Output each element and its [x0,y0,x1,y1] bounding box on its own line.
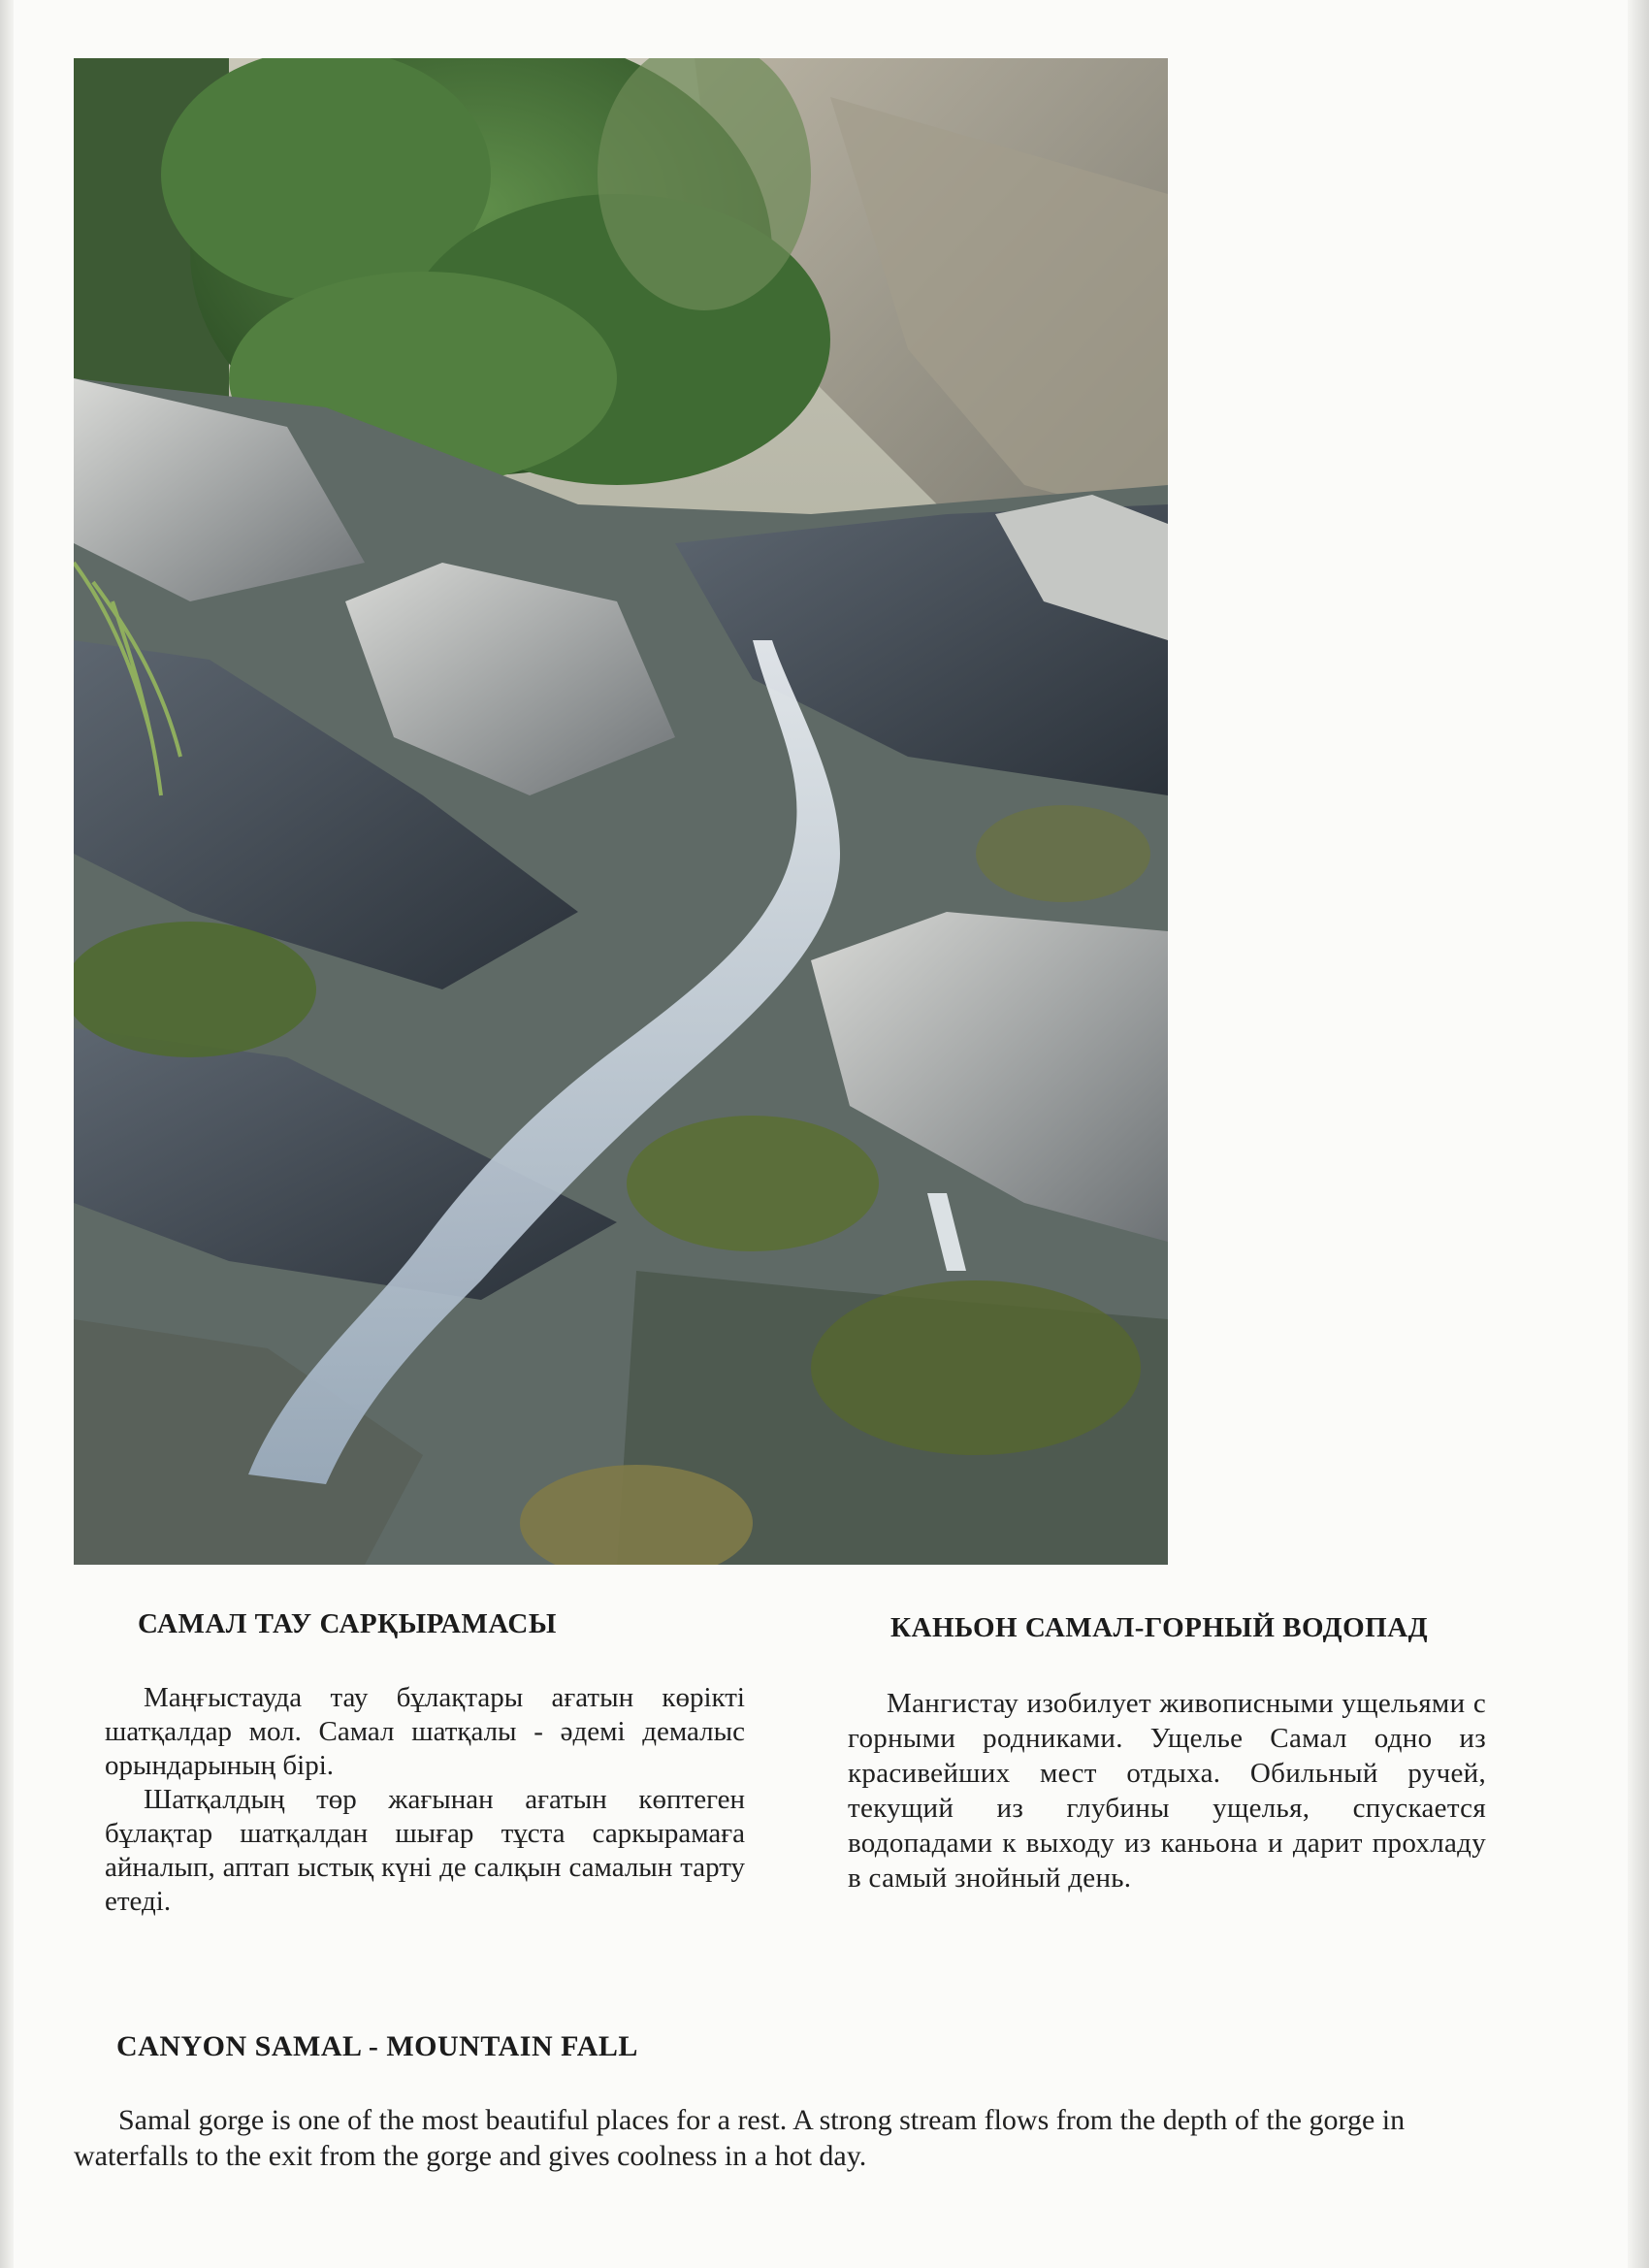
page-edge-right [1628,0,1649,2268]
russian-paragraph: Мангистау изобилует живописными ущельями с горными родниками. Ущелье Самал одно из красивейших мест отдыха. Обильный ручей, текущий из глубины ущелья, спускается водопадами к выходу из каньона и дарит прохладу в самый знойный день. [848,1688,1486,1894]
kazakh-paragraph: Маңғыстауда тау бұлақтары ағатын көрікті шатқалдар мол. Самал шатқалы - әдемі демалыс орындарының бірі. [105,1682,745,1781]
russian-title: КАНЬОН САМАЛ-ГОРНЫЙ ВОДОПАД [890,1612,1429,1643]
russian-body [848,1686,1486,1895]
kazakh-paragraph: Шатқалдың төр жағынан ағатын көптеген бұлақтар шатқалдан шығар тұста саркырамаға айналып, аптап ыстық күні де салқын самалын тарту етеді. [105,1784,745,1917]
page-edge-left [0,0,14,2268]
kazakh-title: САМАЛ ТАУ САРҚЫРАМАСЫ [138,1608,557,1639]
english-title: CANYON SAMAL - MOUNTAIN FALL [116,2030,638,2062]
english-body [74,2102,1496,2174]
waterfall-photo [74,58,1168,1565]
waterfall-photo-icon [74,58,1168,1565]
english-paragraph: Samal gorge is one of the most beautiful places for a rest. A strong stream flows from the depth of the gorge in waterfalls to the exit from the gorge and gives coolness in a hot day. [74,2104,1406,2172]
kazakh-body [105,1681,745,1919]
